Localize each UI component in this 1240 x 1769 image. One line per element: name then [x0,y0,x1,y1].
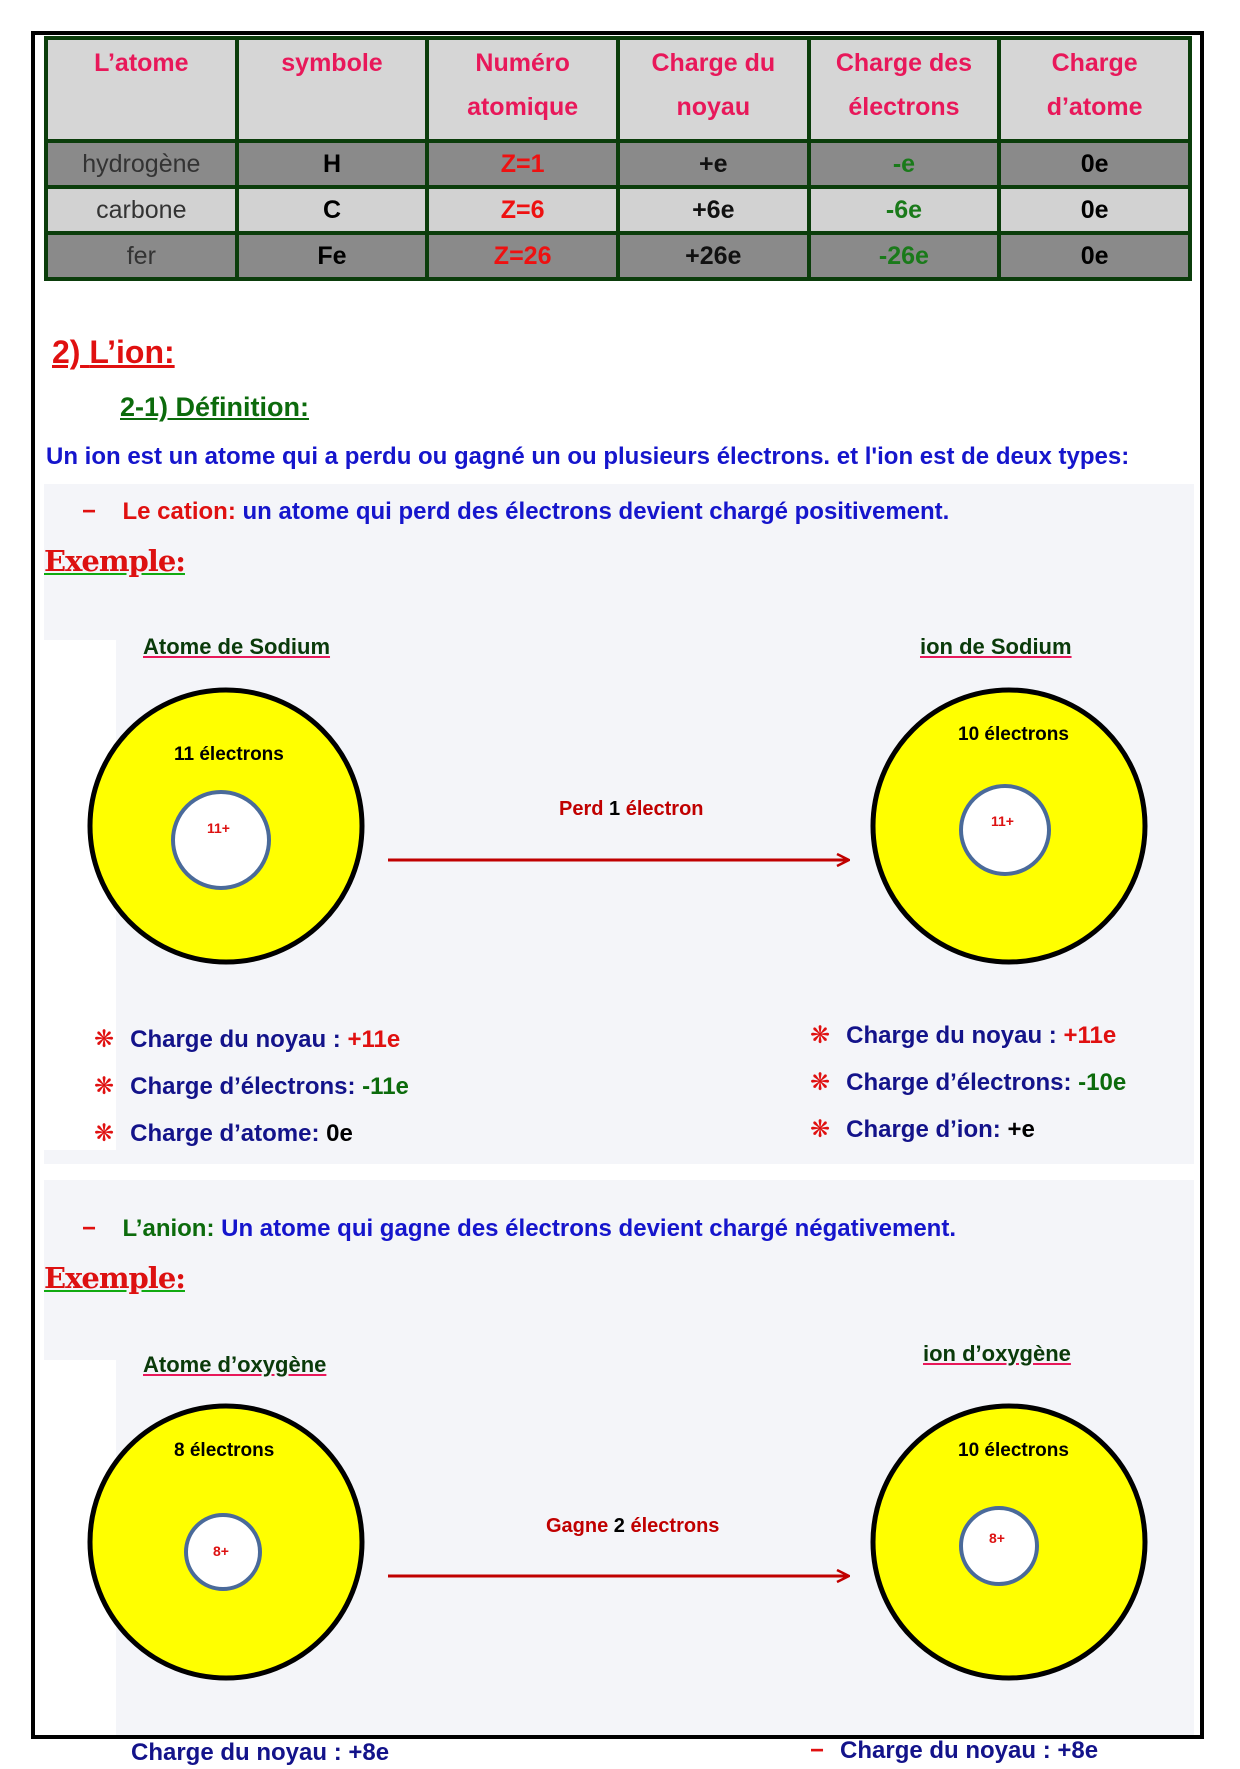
asterisk-icon: ❋ [94,1073,115,1100]
asterisk-icon: ❋ [94,1026,115,1053]
nucleus [961,786,1049,874]
cell-atom-charge: 0e [1001,143,1188,185]
cell-electron-charge: -e [811,143,998,185]
header-cell: Charge du noyau [620,40,807,139]
point-item: ❋ Charge du noyau : +11e [94,1026,401,1053]
cell-atomic-number: Z=1 [429,143,616,185]
example-label: Exemple: [44,544,185,578]
header-cell: Numéro atomique [429,40,616,139]
electron-count-label: 10 électrons [958,1440,1069,1461]
asterisk-icon: ❋ [810,1069,831,1096]
electron-count-label: 10 électrons [958,724,1069,745]
point-item: ❋ Charge d’atome: 0e [94,1120,353,1147]
cell-name: hydrogène [48,143,235,185]
cation-text: un atome qui perd des électrons devient chargé positivement. [235,498,950,525]
asterisk-icon: ❋ [810,1116,831,1143]
cell-nucleus-charge: +26e [620,235,807,277]
dash-bullet: − [82,1215,97,1242]
cut-off-line: Charge du noyau : +8e [131,1739,390,1766]
electron-count-label: 11 électrons [174,744,284,765]
cell-electron-charge: -26e [811,235,998,277]
point-item: ❋ Charge d’électrons: -10e [810,1069,1127,1096]
nucleus-charge-label: 11+ [207,820,230,836]
cell-symbol: Fe [239,235,426,277]
electron-count-label: 8 électrons [174,1440,275,1461]
cell-symbol: H [239,143,426,185]
point-item: ❋ Charge d’électrons: -11e [94,1073,409,1100]
definition-text: Un ion est un atome qui a perdu ou gagné un ou plusieurs électrons. et l'ion est de deux types: [46,443,1130,470]
nucleus-charge-label: 11+ [991,813,1014,829]
nucleus-charge-label: 8+ [989,1530,1005,1546]
asterisk-icon: ❋ [94,1120,115,1147]
diagram-title-left: Atome d’oxygène [143,1352,327,1377]
cell-atom-charge: 0e [1001,189,1188,231]
cation-term: Le cation: [122,498,236,525]
header-cell: L’atome [48,40,235,139]
subsection-heading: 2-1) Définition: [120,392,309,422]
cell-symbol: C [239,189,426,231]
arrow-label: Perd 1 électron [559,798,704,820]
header-cell: symbole [239,40,426,139]
nucleus-charge-label: 8+ [213,1543,229,1559]
cell-atomic-number: Z=6 [429,189,616,231]
cell-nucleus-charge: +6e [620,189,807,231]
section-heading: 2) L’ion: [52,334,175,370]
cell-atom-charge: 0e [1001,235,1188,277]
cell-electron-charge: -6e [811,189,998,231]
anion-text: Un atome qui gagne des électrons devient chargé négativement. [214,1215,956,1242]
nucleus [173,792,269,888]
diagram-title-left: Atome de Sodium [143,634,331,659]
dash-bullet: − [82,498,97,525]
point-item: ❋ Charge d’ion: +e [810,1116,1035,1143]
asterisk-icon: ❋ [810,1022,831,1049]
diagram-title-right: ion de Sodium [920,634,1072,659]
header-cell: Charge des électrons [811,40,998,139]
cell-name: fer [48,235,235,277]
anion-term: L’anion: [122,1215,215,1242]
point-item: ❋ Charge du noyau : +11e [810,1022,1117,1049]
arrow-label: Gagne 2 électrons [546,1515,720,1537]
example-label: Exemple: [44,1261,185,1295]
cell-name: carbone [48,189,235,231]
cut-off-line: − Charge du noyau : +8e [810,1737,1099,1764]
anion-line [82,1215,956,1243]
cell-nucleus-charge: +e [620,143,807,185]
nucleus [961,1508,1037,1584]
cell-atomic-number: Z=26 [429,235,616,277]
diagram-title-right: ion d’oxygène [923,1341,1071,1366]
header-cell: Charge d’atome [1001,40,1188,139]
